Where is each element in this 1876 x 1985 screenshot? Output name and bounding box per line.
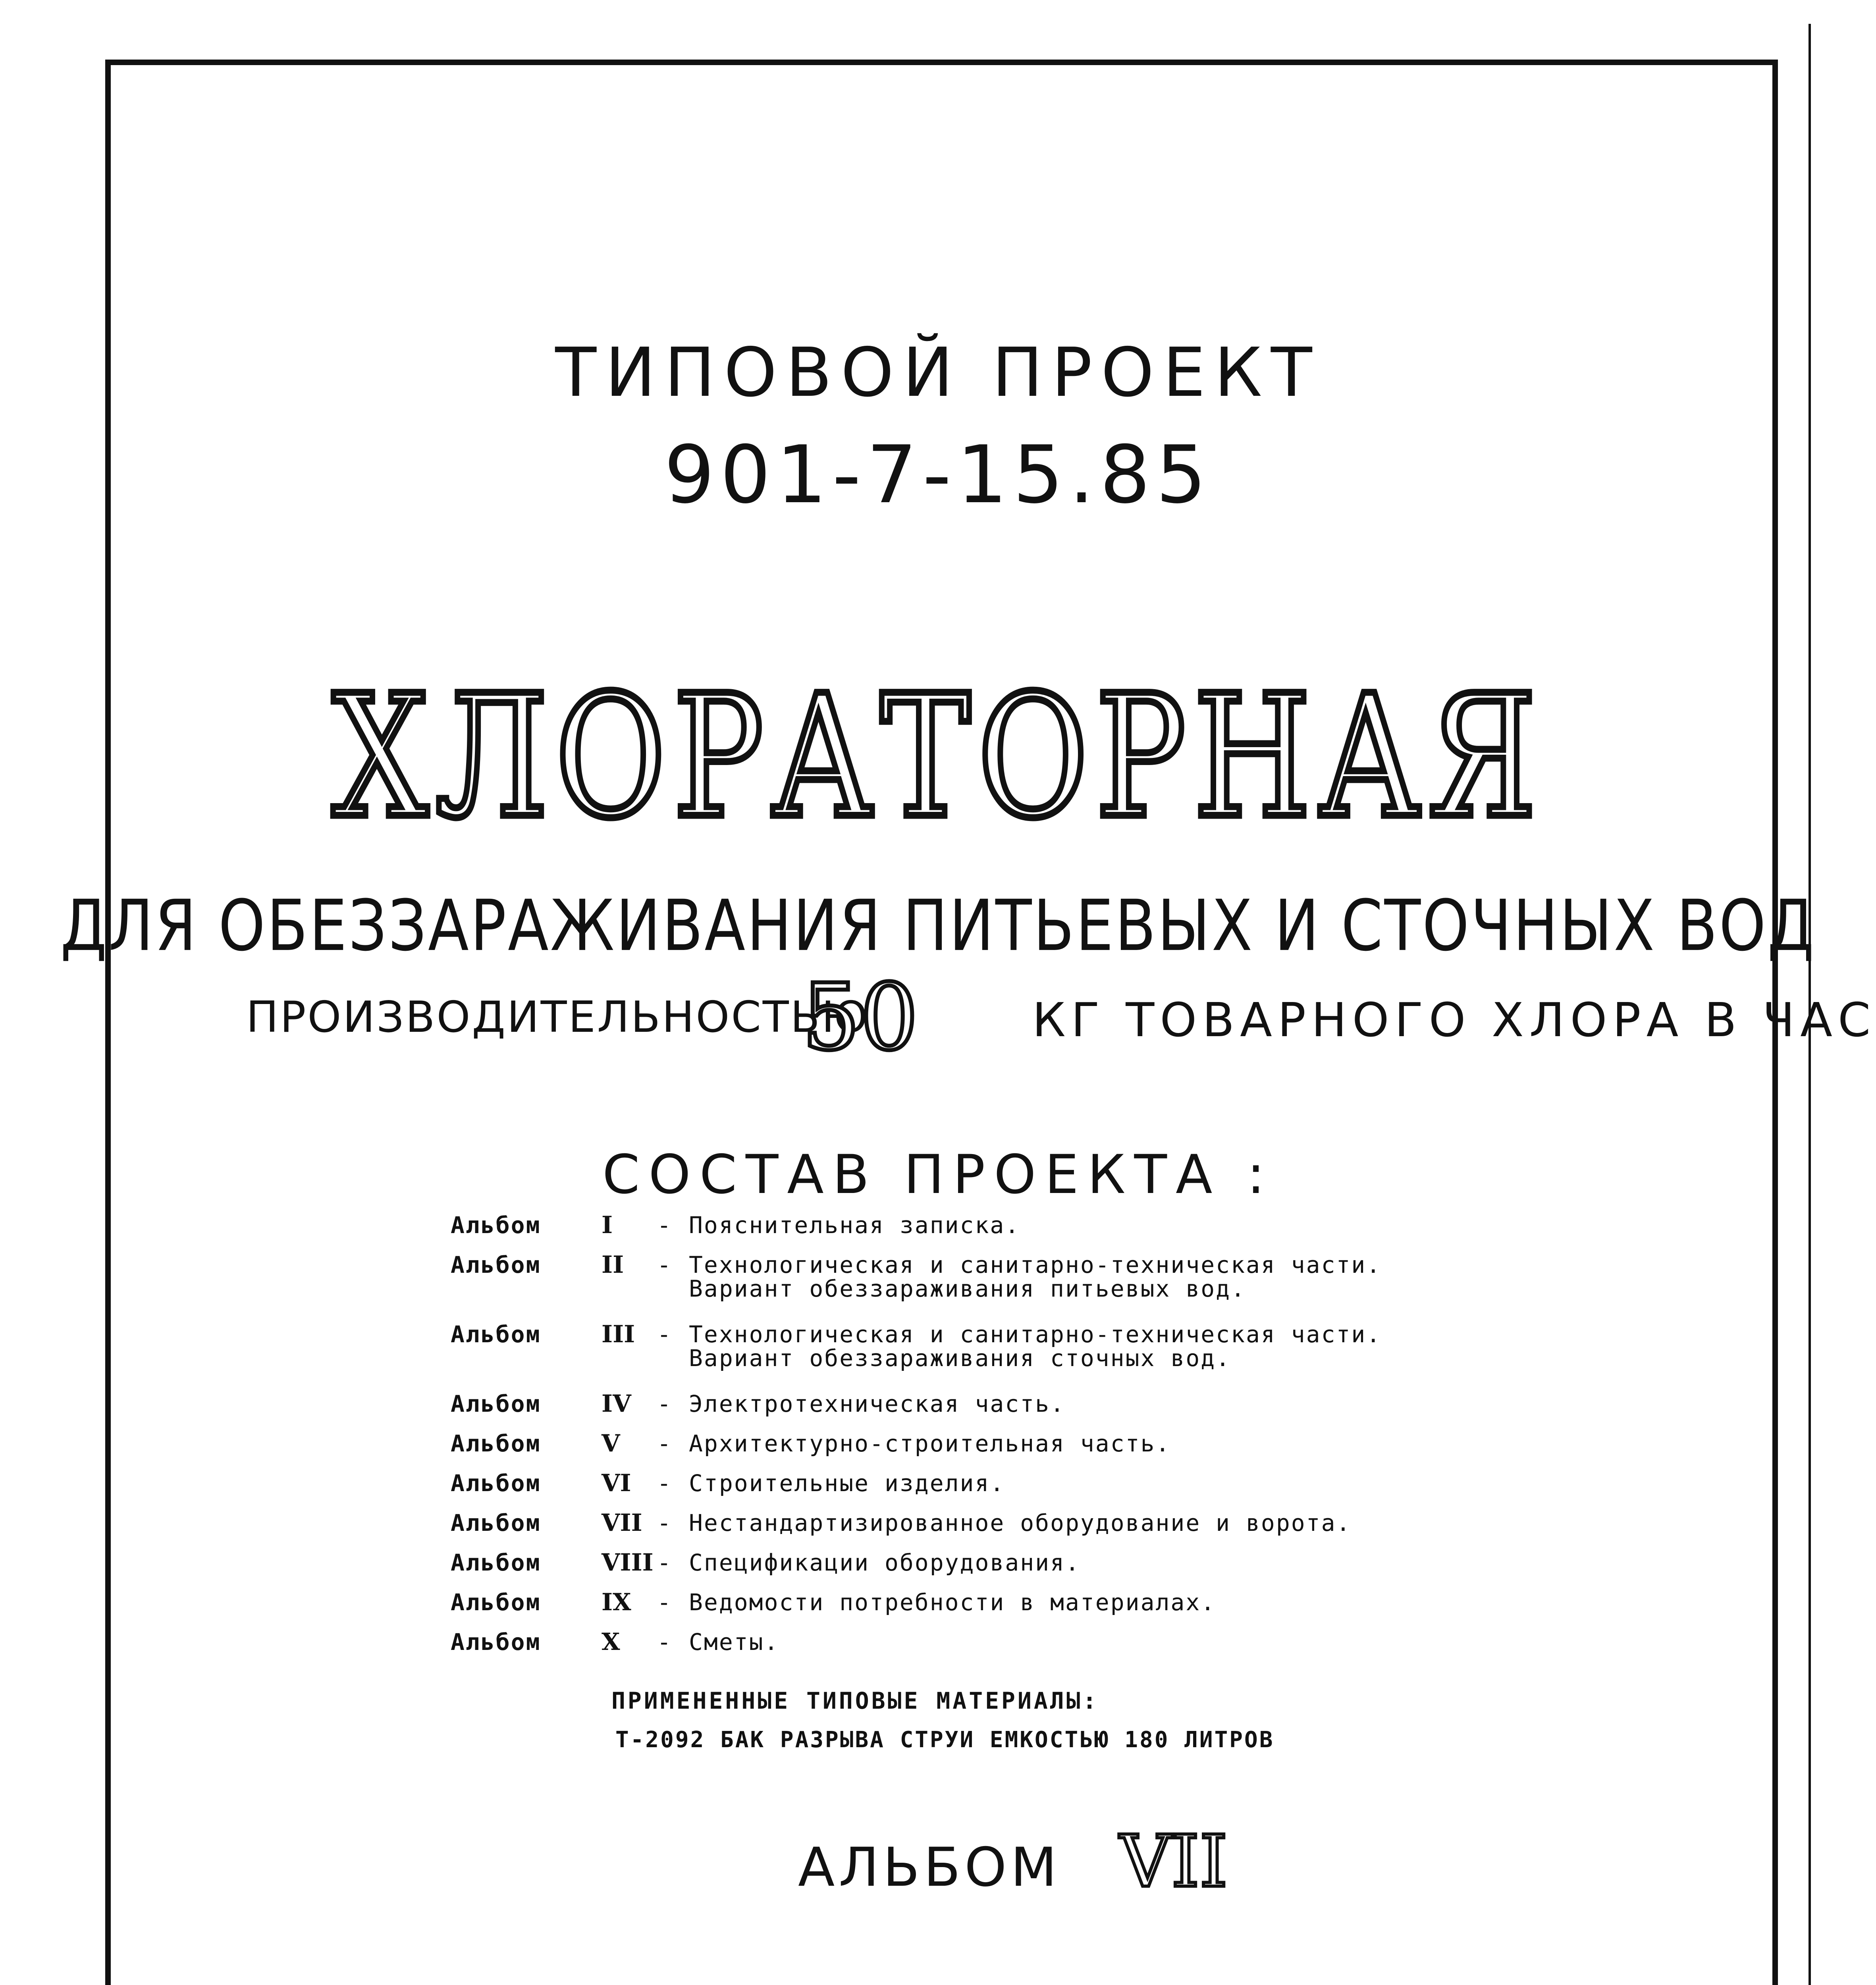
- album-dash: -: [657, 1321, 671, 1348]
- album-label: Альбом: [451, 1628, 541, 1655]
- project-number: 901-7-15.85: [664, 429, 1212, 521]
- project-type: ТИПОВОЙ ПРОЕКТ: [555, 333, 1321, 412]
- album-row: [451, 1253, 1443, 1322]
- album-row: [451, 1322, 1443, 1391]
- album-label-large: АЛЬБОМ: [798, 1836, 1061, 1898]
- materials-heading: ПРИМЕНЕННЫЕ ТИПОВЫЕ МАТЕРИАЛЫ:: [611, 1687, 1099, 1714]
- album-dash: -: [657, 1628, 671, 1655]
- album-row: [451, 1471, 1443, 1511]
- album-label: Альбом: [451, 1509, 541, 1536]
- album-number: IX: [602, 1588, 631, 1616]
- album-label: Альбом: [451, 1430, 541, 1457]
- album-description: Пояснительная записка.: [689, 1212, 1020, 1239]
- album-label: Альбом: [451, 1212, 541, 1239]
- album-number: VI: [602, 1469, 631, 1497]
- document-title: ХЛОРАТОРНАЯ: [332, 659, 1544, 856]
- album-description: Строительные изделия.: [689, 1470, 1005, 1497]
- capacity-suffix: КГ ТОВАРНОГО ХЛОРА В ЧАС: [1032, 992, 1876, 1047]
- album-dash: -: [657, 1430, 671, 1457]
- album-label: Альбом: [451, 1589, 541, 1616]
- album-dash: -: [657, 1470, 671, 1497]
- album-dash: -: [657, 1509, 671, 1536]
- album-number: VIII: [602, 1549, 654, 1576]
- album-row: [451, 1213, 1443, 1253]
- album-row: [451, 1391, 1443, 1431]
- album-label: Альбом: [451, 1390, 541, 1417]
- album-description: Нестандартизированное оборудование и ворота.: [689, 1509, 1352, 1536]
- album-row: [451, 1431, 1443, 1471]
- album-description: Технологическая и санитарно-техническая части.: [689, 1251, 1382, 1278]
- composition-heading: СОСТАВ ПРОЕКТА :: [602, 1143, 1274, 1206]
- capacity-value: 50: [802, 965, 918, 1071]
- capacity-prefix: ПРОИЗВОДИТЕЛЬНОСТЬЮ: [246, 992, 870, 1042]
- album-description-line2: Вариант обеззараживания сточных вод.: [689, 1345, 1231, 1372]
- album-number: X: [602, 1628, 620, 1656]
- album-number: IV: [602, 1390, 631, 1418]
- album-number: I: [602, 1211, 613, 1239]
- album-list: [451, 1213, 1443, 1669]
- album-description: Электротехническая часть.: [689, 1390, 1065, 1417]
- album-number: VII: [602, 1509, 642, 1537]
- album-label: Альбом: [451, 1549, 541, 1576]
- album-dash: -: [657, 1390, 671, 1417]
- album-description: Спецификации оборудования.: [689, 1549, 1080, 1576]
- album-row: [451, 1630, 1443, 1669]
- album-label: Альбом: [451, 1321, 541, 1348]
- album-number: III: [602, 1320, 635, 1348]
- album-description-line2: Вариант обеззараживания питьевых вод.: [689, 1275, 1246, 1302]
- album-description: Архитектурно-строительная часть.: [689, 1430, 1171, 1457]
- album-dash: -: [657, 1589, 671, 1616]
- album-row: [451, 1550, 1443, 1590]
- album-row: [451, 1511, 1443, 1550]
- album-dash: -: [657, 1251, 671, 1278]
- album-description: Технологическая и санитарно-техническая части.: [689, 1321, 1382, 1348]
- album-dash: -: [657, 1549, 671, 1576]
- album-row: [451, 1590, 1443, 1630]
- album-number: V: [602, 1430, 620, 1457]
- album-description: Сметы.: [689, 1628, 779, 1655]
- album-label: Альбом: [451, 1251, 541, 1278]
- album-description: Ведомости потребности в материалах.: [689, 1589, 1216, 1616]
- materials-item: Т-2092 БАК РАЗРЫВА СТРУИ ЕМКОСТЬЮ 180 ЛИТРОВ: [615, 1727, 1274, 1753]
- album-number: II: [602, 1251, 624, 1279]
- document-subtitle: ДЛЯ ОБЕЗЗАРАЖИВАНИЯ ПИТЬЕВЫХ И СТОЧНЫХ ВОД: [60, 885, 1816, 967]
- album-label: Альбом: [451, 1470, 541, 1497]
- album-dash: -: [657, 1212, 671, 1239]
- album-number-large: VII: [1120, 1820, 1228, 1903]
